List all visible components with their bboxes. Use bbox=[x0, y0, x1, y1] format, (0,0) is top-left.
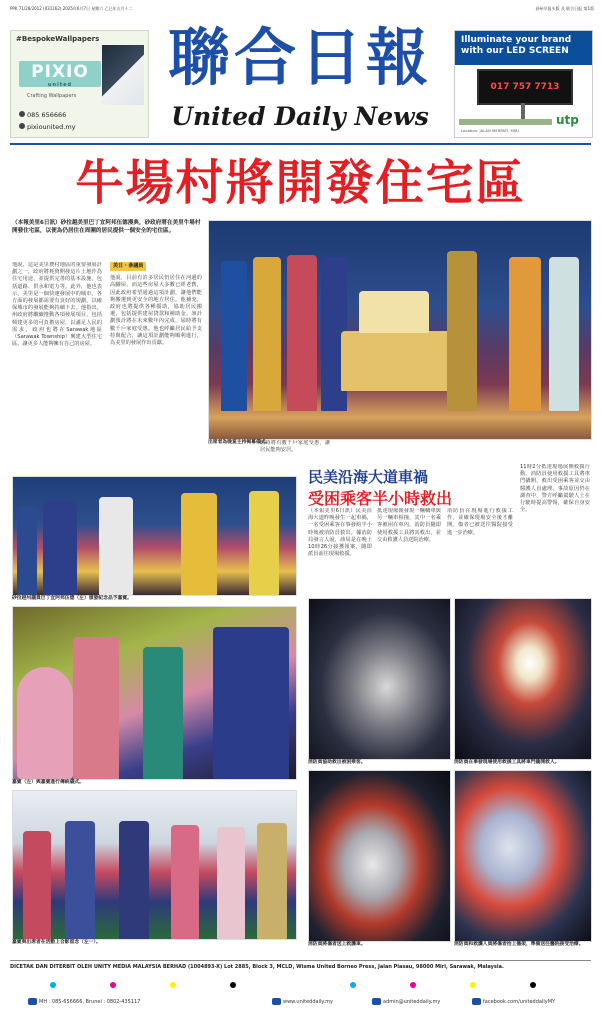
photo-rescue-car[interactable] bbox=[308, 598, 451, 760]
story2-column-1: （本報美里6日訊）民美沿海大道昨晚發生一起車禍，一名受困乘客在事發約半小時後被消防員救出。據消防局發言人說，該局是在晚上10時26分接獲報案，隨即派員前往現場救援。 bbox=[308, 508, 372, 558]
caption-photo-f: 消防員將傷者送上救護車。 bbox=[308, 942, 366, 947]
ad-led-screen[interactable] bbox=[454, 30, 593, 138]
photo-stretcher[interactable] bbox=[454, 770, 592, 942]
photo-ritual[interactable] bbox=[12, 606, 297, 780]
caption-main-text: 屆時將有數千戶家庭受惠，讓居民能夠安居。 bbox=[260, 440, 330, 454]
footer-facebook[interactable]: facebook.com/uniteddailyMY bbox=[472, 998, 555, 1005]
caption-photo-a: 砂拉越州議員巴丁宜阿邦伍德（左）頒發紀念品予嘉賓。 bbox=[12, 596, 132, 601]
caption-photo-g: 消防員和救護人員將傷者抬上擔架，準備送往醫院接受治療。 bbox=[454, 942, 584, 947]
caption-photo-c: 嘉賓與出席者在活動上合影留念（左一）。 bbox=[12, 940, 101, 945]
story2-column-2: 抵達現場後發現一輛轎車與另一輛車相撞，其中一名乘客被困在車內，消防員隨即使用救援工具將其救出，並交由救護人員送院治療。 bbox=[377, 508, 441, 543]
footer-tel[interactable]: MH : 085-656666, Brunei : 0802-435117 bbox=[28, 998, 140, 1005]
masthead-english: United Daily News bbox=[171, 102, 429, 131]
article-column-2-text: 他說，目前有許多居民仍居住在河邊的高腳屋，而這些房屋大多數已經老舊，因此政府希望通過這項計劃，讓他們能夠搬遷到更安全的地方居住。他補充，政府也將提供各種援助，協助居民搬遷，包括提供建屋貸款和補助金。該計劃預計將在未來數年內完成，屆時將有數千戶家庭受惠。他也呼籲居民給予支持與配合，讓這項計劃能夠順利進行，為美里的發展作出貢獻。 bbox=[110, 275, 202, 347]
ad-phone: 085 656666 bbox=[27, 111, 66, 119]
photo-rescue-tools[interactable] bbox=[454, 598, 592, 760]
phone-icon bbox=[28, 998, 37, 1005]
ad-tagline: Crafting Wallpapers bbox=[27, 93, 77, 99]
masthead-divider bbox=[10, 143, 591, 145]
ad-tag: #BespokeWallpapers bbox=[16, 35, 100, 43]
article-column-1: 他說，這是美里農村地區的重要發展計劃之一，政府將耗資開發這片土地作為住宅用途，並提供完善的基本設施，包括道路、供水和電力等。此外，他也表示，美里是一個快速發展中的城市，各方面的發展都需要有良好的規劃，以確保城市的發展能夠持續下去。他指出，州政府將繼續推動各項發展項目，包括興建更多的可負擔房屋，以滿足人民的需求。政府也將在Sarawak地區（Sarawak Township）興建大型住宅區，讓更多人能夠擁有自己的房屋。 bbox=[12, 262, 102, 348]
utp-logo: utp bbox=[556, 113, 579, 127]
billboard-ground bbox=[459, 119, 552, 125]
story2-column-4: 11時2分抵達現場展開救援行動。消防員使用救援工具將車門撬開，救出受困乘客並交由醫護人員處理。事故原因仍在調查中，警方呼籲駕駛人士在行駛時提高警惕，確保自身安全。 bbox=[520, 464, 590, 514]
photo-group[interactable] bbox=[12, 790, 297, 940]
footer-divider bbox=[10, 960, 591, 961]
globe-icon bbox=[19, 123, 25, 129]
facebook-icon bbox=[472, 998, 481, 1005]
ad-brand-logo: PIXIO united bbox=[19, 61, 101, 87]
registration-color-bar bbox=[10, 980, 591, 990]
footer-web[interactable]: www.uniteddaily.my bbox=[272, 998, 333, 1005]
print-imprint: DICETAK DAN DITERBIT OLEH UNITY MEDIA MALAYSIA BERHAD (1004893-X) Lot 2885, Block 3, MCLD, Wisma United Borneo Press, Jalan Piasau, 98000 Miri, Sarawak, Malaysia. bbox=[10, 964, 504, 970]
issue-meta-right: 砂州早报头版 及 联合日报 第1版 bbox=[535, 6, 594, 11]
ad-led-billboard: 017 757 7713 bbox=[477, 69, 573, 105]
caption-photo-b: 嘉賓（左）與嘉賓進行傳統儀式。 bbox=[12, 780, 84, 785]
main-headline[interactable]: 牛場村將開發住宅區 bbox=[75, 155, 526, 211]
email-icon bbox=[372, 998, 381, 1005]
caption-photo-d: 消防員協助救出被困乘客。 bbox=[308, 760, 366, 765]
story2-subheadline[interactable]: 受困乘客半小時救出 bbox=[308, 489, 453, 508]
caption-main: 出席者為晚宴主持揭幕儀式。 bbox=[208, 440, 271, 445]
globe-icon bbox=[272, 998, 281, 1005]
article-column-2 bbox=[110, 262, 202, 442]
story2-column-3: 消防員在現場進行救援工作，並確保現場安全後才離開。傷者已被送往醫院接受進一步治療。 bbox=[447, 508, 513, 536]
issue-meta: PPK 71/28/2012 (031162) 2025年6月7日 星期六 乙巳年五月十二 bbox=[10, 6, 133, 11]
column-kicker: 美日 · 參議員 bbox=[110, 262, 146, 271]
caption-photo-e: 消防員在事發現場使用救援工具將車門撬開救人。 bbox=[454, 760, 560, 765]
photo-souvenir[interactable] bbox=[12, 476, 297, 596]
photo-ambulance[interactable] bbox=[308, 770, 451, 942]
story2-headline[interactable]: 民美沿海大道車禍 bbox=[308, 468, 429, 486]
lead-paragraph: （本報美里6日訊）砂拉越美里巴丁宜阿邦伍德漫典，砂政府將在美里牛場村開發住宅區，以便為仍居住在周圍的居民提供一個安全的宅住區。 bbox=[12, 220, 201, 234]
footer-contacts bbox=[10, 994, 591, 1014]
ad-pixio[interactable] bbox=[10, 30, 149, 138]
ad-led-location: Location: JALAN MERPATI, MIRI bbox=[461, 128, 519, 133]
ad-wallpaper-image bbox=[102, 45, 144, 105]
masthead-chinese: 聯合日報 bbox=[167, 21, 432, 94]
ad-led-headline: Illuminate your brand with our LED SCREEN bbox=[455, 31, 592, 65]
ad-web[interactable]: pixiounited.my bbox=[27, 123, 76, 131]
photo-ceremony[interactable] bbox=[208, 220, 592, 440]
phone-icon bbox=[19, 111, 25, 117]
footer-email[interactable]: admin@uniteddaily.my bbox=[372, 998, 440, 1005]
